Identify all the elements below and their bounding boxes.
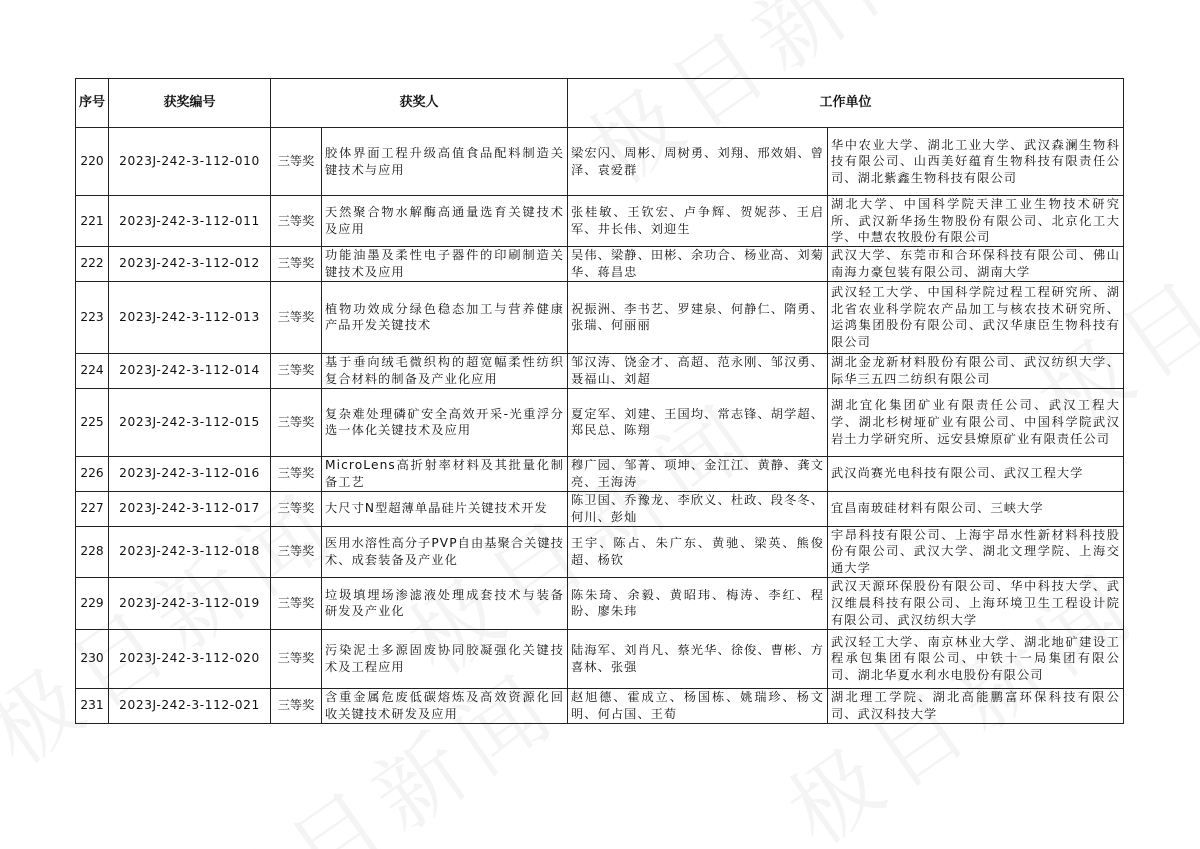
table-row [76, 353, 1124, 388]
row-seq: 228 [76, 526, 109, 577]
row-project-name: 复杂难处理磷矿安全高效开采-光重浮分选一体化关键技术及应用 [322, 388, 568, 456]
table-row [76, 688, 1124, 723]
row-award-code: 2023J-242-3-112-020 [109, 629, 271, 688]
row-project-name: 含重金属危废低碳熔炼及高效资源化回收关键技术研发及应用 [322, 688, 568, 723]
row-award-grade: 三等奖 [271, 128, 322, 196]
awards-table [75, 78, 1124, 724]
row-award-grade: 三等奖 [271, 246, 322, 281]
row-award-code: 2023J-242-3-112-018 [109, 526, 271, 577]
row-work-units: 湖北金龙新材料股份有限公司、武汉纺织大学、际华三五四二纺织有限公司 [828, 353, 1124, 388]
row-award-code: 2023J-242-3-112-019 [109, 577, 271, 629]
row-work-units: 湖北大学、中国科学院天津工业生物技术研究所、武汉新华扬生物股份有限公司、北京化工大学、中慧农牧股份有限公司 [828, 196, 1124, 247]
row-award-grade: 三等奖 [271, 196, 322, 247]
header-winners: 获奖人 [271, 79, 568, 128]
row-winners: 穆广园、邹菁、项坤、金江江、黄静、龚文亮、王海涛 [568, 456, 828, 491]
row-seq: 229 [76, 577, 109, 629]
table-row [76, 128, 1124, 196]
row-seq: 225 [76, 388, 109, 456]
row-work-units: 湖北宜化集团矿业有限责任公司、武汉工程大学、湖北杉树垭矿业有限公司、中国科学院武汉岩土力学研究所、远安县燎原矿业有限责任公司 [828, 388, 1124, 456]
row-project-name: 医用水溶性高分子PVP自由基聚合关键技术、成套装备及产业化 [322, 526, 568, 577]
row-seq: 221 [76, 196, 109, 247]
row-award-grade: 三等奖 [271, 353, 322, 388]
row-winners: 梁宏闪、周彬、周树勇、刘翔、邢效娟、曾泽、袁爱群 [568, 128, 828, 196]
table-row [76, 388, 1124, 456]
row-work-units: 武汉轻工大学、中国科学院过程工程研究所、湖北省农业科学院农产品加工与核农技术研究所、运鸿集团股份有限公司、武汉华康臣生物科技有限公司 [828, 281, 1124, 353]
row-seq: 231 [76, 688, 109, 723]
row-project-name: 基于垂向绒毛微织构的超宽幅柔性纺织复合材料的制备及产业化应用 [322, 353, 568, 388]
row-project-name: 胶体界面工程升级高值食品配料制造关键技术与应用 [322, 128, 568, 196]
row-award-code: 2023J-242-3-112-011 [109, 196, 271, 247]
row-winners: 王宇、陈占、朱广东、黄驰、梁英、熊俊超、杨钦 [568, 526, 828, 577]
row-winners: 陆海军、刘肖凡、蔡光华、徐俊、曹彬、方喜林、张强 [568, 629, 828, 688]
row-award-code: 2023J-242-3-112-017 [109, 491, 271, 526]
row-winners: 吴伟、梁静、田彬、余功合、杨业高、刘菊华、蒋昌忠 [568, 246, 828, 281]
row-award-grade: 三等奖 [271, 526, 322, 577]
row-winners: 邹汉涛、饶金才、高超、范永刚、邹汉勇、聂福山、刘超 [568, 353, 828, 388]
table-row [76, 196, 1124, 247]
table-row [76, 281, 1124, 353]
row-award-code: 2023J-242-3-112-012 [109, 246, 271, 281]
table-row [76, 456, 1124, 491]
row-award-code: 2023J-242-3-112-016 [109, 456, 271, 491]
table-row [76, 577, 1124, 629]
row-award-grade: 三等奖 [271, 629, 322, 688]
row-award-code: 2023J-242-3-112-013 [109, 281, 271, 353]
row-seq: 220 [76, 128, 109, 196]
row-project-name: 垃圾填埋场渗滤液处理成套技术与装备研发及产业化 [322, 577, 568, 629]
header-units: 工作单位 [568, 79, 1124, 128]
row-winners: 陈朱琦、余毅、黄昭玮、梅涛、李红、程盼、廖朱玮 [568, 577, 828, 629]
row-seq: 222 [76, 246, 109, 281]
row-award-code: 2023J-242-3-112-015 [109, 388, 271, 456]
row-work-units: 宜昌南玻硅材料有限公司、三峡大学 [828, 491, 1124, 526]
table-row [76, 629, 1124, 688]
table-row [76, 246, 1124, 281]
row-seq: 224 [76, 353, 109, 388]
table-header-row [76, 79, 1124, 128]
row-award-grade: 三等奖 [271, 281, 322, 353]
table-row [76, 526, 1124, 577]
row-project-name: 大尺寸N型超薄单晶硅片关键技术开发 [322, 491, 568, 526]
row-work-units: 湖北理工学院、湖北高能鹏富环保科技有限公司、武汉科技大学 [828, 688, 1124, 723]
row-seq: 223 [76, 281, 109, 353]
table-body [76, 128, 1124, 724]
row-winners: 赵旭德、霍成立、杨国栋、姚瑞珍、杨文明、何占国、王荀 [568, 688, 828, 723]
row-work-units: 武汉大学、东莞市和合环保科技有限公司、佛山南海力豪包装有限公司、湖南大学 [828, 246, 1124, 281]
row-winners: 张桂敏、王钦宏、卢争辉、贺妮莎、王启军、井长伟、刘迎生 [568, 196, 828, 247]
row-project-name: 污染泥土多源固废协同胶凝强化关键技术及工程应用 [322, 629, 568, 688]
row-work-units: 宇昂科技有限公司、上海宇昂水性新材料科技股份有限公司、武汉大学、湖北文理学院、上海交通大学 [828, 526, 1124, 577]
row-award-grade: 三等奖 [271, 456, 322, 491]
header-seq: 序号 [76, 79, 109, 128]
row-award-grade: 三等奖 [271, 491, 322, 526]
row-award-grade: 三等奖 [271, 688, 322, 723]
row-project-name: MicroLens高折射率材料及其批量化制备工艺 [322, 456, 568, 491]
row-award-code: 2023J-242-3-112-021 [109, 688, 271, 723]
row-work-units: 武汉轻工大学、南京林业大学、湖北地矿建设工程承包集团有限公司、中铁十一局集团有限公司、湖北华夏水利水电股份有限公司 [828, 629, 1124, 688]
row-work-units: 武汉天源环保股份有限公司、华中科技大学、武汉维晨科技有限公司、上海环境卫生工程设计院有限公司、武汉纺织大学 [828, 577, 1124, 629]
row-project-name: 植物功效成分绿色稳态加工与营养健康产品开发关键技术 [322, 281, 568, 353]
row-award-grade: 三等奖 [271, 388, 322, 456]
row-award-code: 2023J-242-3-112-010 [109, 128, 271, 196]
row-project-name: 功能油墨及柔性电子器件的印刷制造关键技术及应用 [322, 246, 568, 281]
row-seq: 226 [76, 456, 109, 491]
row-seq: 227 [76, 491, 109, 526]
row-seq: 230 [76, 629, 109, 688]
row-winners: 陈卫国、乔豫龙、李欣义、杜政、段冬冬、何川、彭灿 [568, 491, 828, 526]
row-work-units: 武汉尚赛光电科技有限公司、武汉工程大学 [828, 456, 1124, 491]
row-award-code: 2023J-242-3-112-014 [109, 353, 271, 388]
row-award-grade: 三等奖 [271, 577, 322, 629]
table-row [76, 491, 1124, 526]
row-work-units: 华中农业大学、湖北工业大学、武汉森澜生物科技有限公司、山西美好蕴育生物科技有限责任公司、湖北紫鑫生物科技有限公司 [828, 128, 1124, 196]
row-winners: 夏定军、刘建、王国均、常志锋、胡学超、郑民总、陈翔 [568, 388, 828, 456]
header-code: 获奖编号 [109, 79, 271, 128]
row-project-name: 天然聚合物水解酶高通量选育关键技术及应用 [322, 196, 568, 247]
row-winners: 祝振洲、李书艺、罗建泉、何静仁、隋勇、张瑞、何丽丽 [568, 281, 828, 353]
